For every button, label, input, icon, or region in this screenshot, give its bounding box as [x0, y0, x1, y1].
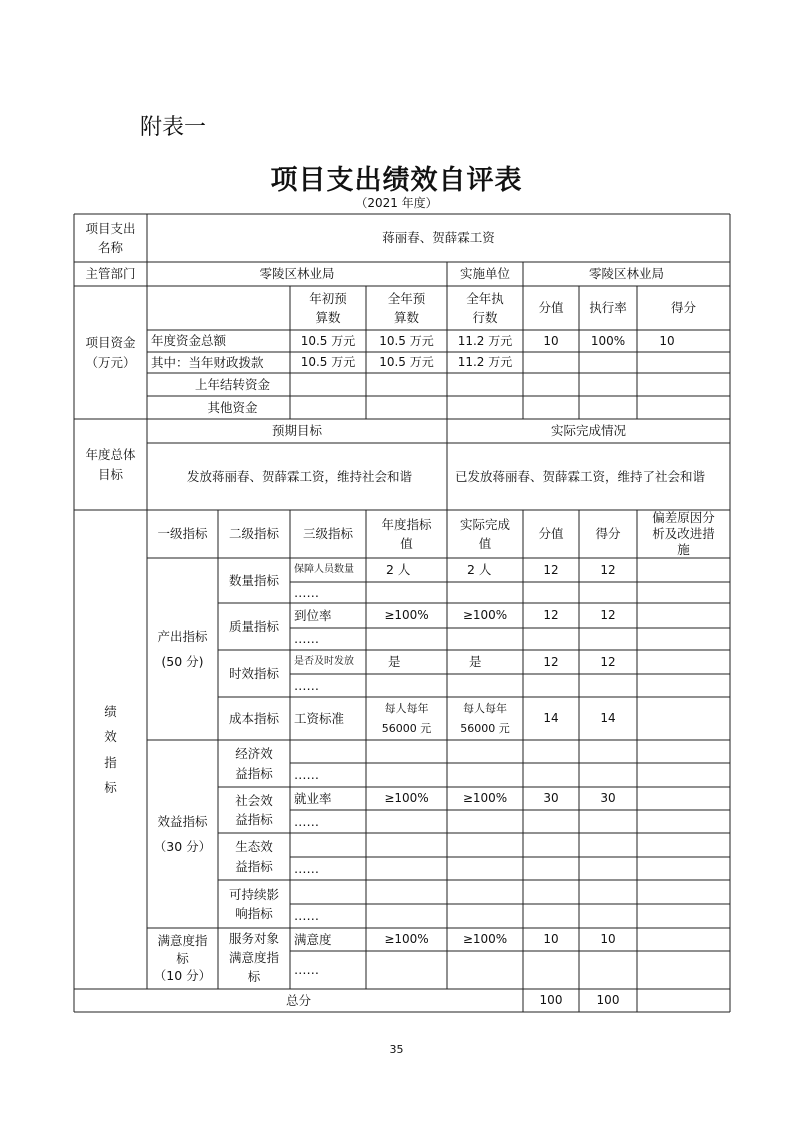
performance-indicators-label	[74, 510, 147, 989]
fund-row-total-label: 年度资金总额	[151, 333, 227, 349]
fund-row-carryover-label: 上年结转资金	[194, 376, 270, 392]
actual-completion-text: 已发放蒋丽春、贺薛霖工资，维持了社会和谐	[455, 468, 706, 484]
perf-label-char: 绩	[104, 703, 117, 719]
cost-weight: 14	[543, 711, 559, 726]
social-target: ≥100%	[384, 791, 429, 806]
quality-l3: 到位率	[294, 607, 332, 623]
fund-row-fiscal-executed: 11.2 万元	[457, 355, 513, 370]
project-name-value: 蒋丽春、贺薛霖工资	[382, 230, 495, 246]
score-header: 得分	[670, 300, 696, 316]
indicator-weight-header: 分值	[538, 526, 564, 542]
cost-l3: 工资标准	[294, 710, 345, 726]
timeliness-weight: 12	[543, 654, 559, 669]
fund-row-fiscal-initial: 10.5 万元	[300, 355, 356, 370]
satisfaction-indicators-label	[147, 928, 218, 989]
cost-target: 每人每年 56000 元	[381, 701, 432, 735]
economic-more: ……	[294, 767, 319, 783]
perf-label-char: 指	[104, 754, 117, 770]
service-target-satisfaction-label: 服务对象满意度指标	[228, 931, 279, 984]
annual-budget-header: 全年预算数	[387, 290, 426, 325]
level2-header: 二级指标	[228, 526, 279, 542]
social-actual: ≥100%	[462, 791, 508, 806]
annual-executed-header: 全年执行数	[466, 290, 504, 325]
satisfaction-more: ……	[294, 962, 319, 978]
benefit-indicators-weight: （30 分）	[153, 839, 212, 854]
cost-indicator-label: 成本指标	[228, 710, 279, 726]
quantity-score: 12	[600, 562, 616, 577]
quality-weight: 12	[543, 608, 559, 623]
cost-score: 14	[600, 711, 616, 726]
fund-row-fiscal-annual: 10.5 万元	[379, 355, 434, 370]
quantity-indicator-label: 数量指标	[228, 572, 279, 588]
fund-row-total-annual: 10.5 万元	[379, 333, 434, 348]
funds-label: 项目资金（万元）	[85, 335, 136, 370]
timeliness-score: 12	[600, 654, 616, 669]
dept-value: 零陵区林业局	[259, 266, 335, 282]
output-indicators-weight: (50 分)	[161, 654, 204, 669]
indicator-score-header: 得分	[595, 526, 621, 542]
output-indicators-label	[147, 558, 218, 740]
quantity-actual: 2 人	[467, 562, 492, 578]
total-weight: 100	[539, 993, 563, 1008]
perf-label-char: 效	[104, 729, 117, 745]
page-title: 项目支出绩效自评表	[270, 165, 523, 196]
social-more: ……	[294, 813, 319, 829]
fund-row-total-weight: 10	[543, 333, 559, 348]
satisfaction-weight: 10	[543, 932, 559, 947]
satisfaction-l3: 满意度	[294, 931, 332, 947]
output-indicators-name: 产出指标	[157, 628, 208, 644]
benefit-indicators-name: 效益指标	[157, 813, 208, 829]
fund-row-total-score: 10	[659, 333, 675, 348]
project-name-label: 项目支出名称	[85, 220, 136, 255]
quantity-more: ……	[294, 584, 319, 600]
level1-header: 一级指标	[157, 526, 208, 542]
implementing-unit-value: 零陵区林业局	[588, 266, 664, 282]
satisfaction-target: ≥100%	[384, 932, 429, 947]
annual-goal-label: 年度总体目标	[85, 447, 136, 482]
satisfaction-actual: ≥100%	[462, 932, 508, 947]
deviation-analysis-header: 偏差原因分析及改进措施	[652, 509, 715, 558]
timeliness-l3: 是否及时发放	[294, 656, 354, 668]
satisfaction-indicators-weight: （10 分）	[153, 968, 212, 984]
actual-value-header: 实际完成值	[459, 516, 510, 551]
sustainable-more: ……	[294, 908, 319, 924]
social-weight: 30	[543, 791, 559, 806]
quality-indicator-label: 质量指标	[228, 618, 279, 634]
timeliness-actual: 是	[469, 654, 482, 670]
social-l3: 就业率	[294, 790, 332, 806]
actual-completion-header: 实际完成情况	[550, 423, 626, 439]
expected-goal-header: 预期目标	[271, 423, 322, 439]
target-value-header: 年度指标值	[381, 516, 432, 551]
satisfaction-indicators-name: 满意度指标	[157, 933, 208, 966]
execution-rate-header: 执行率	[589, 300, 627, 316]
quality-actual: ≥100%	[462, 608, 508, 623]
implementing-unit-label: 实施单位	[459, 266, 510, 282]
fund-row-other-label: 其他资金	[207, 399, 258, 415]
quantity-target: 2 人	[386, 562, 411, 578]
ecological-benefit-label: 生态效益指标	[235, 839, 273, 874]
total-label: 总分	[285, 992, 311, 1008]
social-benefit-label: 社会效益指标	[235, 792, 273, 827]
expected-goal-text: 发放蒋丽春、贺薛霖工资，维持社会和谐	[187, 468, 413, 484]
timeliness-more: ……	[294, 677, 319, 693]
level3-header: 三级指标	[302, 526, 353, 542]
dept-label: 主管部门	[85, 266, 136, 282]
economic-benefit-label: 经济效益指标	[235, 746, 273, 781]
quality-score: 12	[600, 608, 616, 623]
quality-target: ≥100%	[384, 608, 429, 623]
social-score: 30	[600, 791, 616, 806]
fund-row-fiscal-label: 其中：当年财政拨款	[151, 354, 264, 370]
year-subtitle: （2021 年度）	[355, 196, 438, 210]
sustainable-impact-label: 可持续影响指标	[228, 886, 279, 921]
page-number: 35	[389, 1043, 404, 1056]
timeliness-indicator-label: 时效指标	[228, 665, 279, 681]
satisfaction-score: 10	[600, 932, 616, 947]
fund-row-total-initial: 10.5 万元	[300, 333, 356, 348]
perf-label-char: 标	[104, 779, 117, 795]
cost-actual: 每人每年 56000 元	[460, 701, 510, 735]
quantity-weight: 12	[543, 562, 559, 577]
fund-row-total-executed: 11.2 万元	[457, 333, 513, 348]
timeliness-target: 是	[388, 654, 401, 670]
benefit-indicators-label	[147, 740, 218, 928]
attachment-label: 附表一	[140, 115, 207, 140]
total-score: 100	[596, 993, 620, 1008]
score-weight-header: 分值	[538, 300, 564, 316]
quality-more: ……	[294, 631, 319, 647]
ecological-more: ……	[294, 860, 319, 876]
initial-budget-header: 年初预算数	[309, 290, 347, 325]
fund-row-total-rate: 100%	[590, 333, 626, 348]
quantity-l3: 保障人员数量	[294, 564, 354, 576]
